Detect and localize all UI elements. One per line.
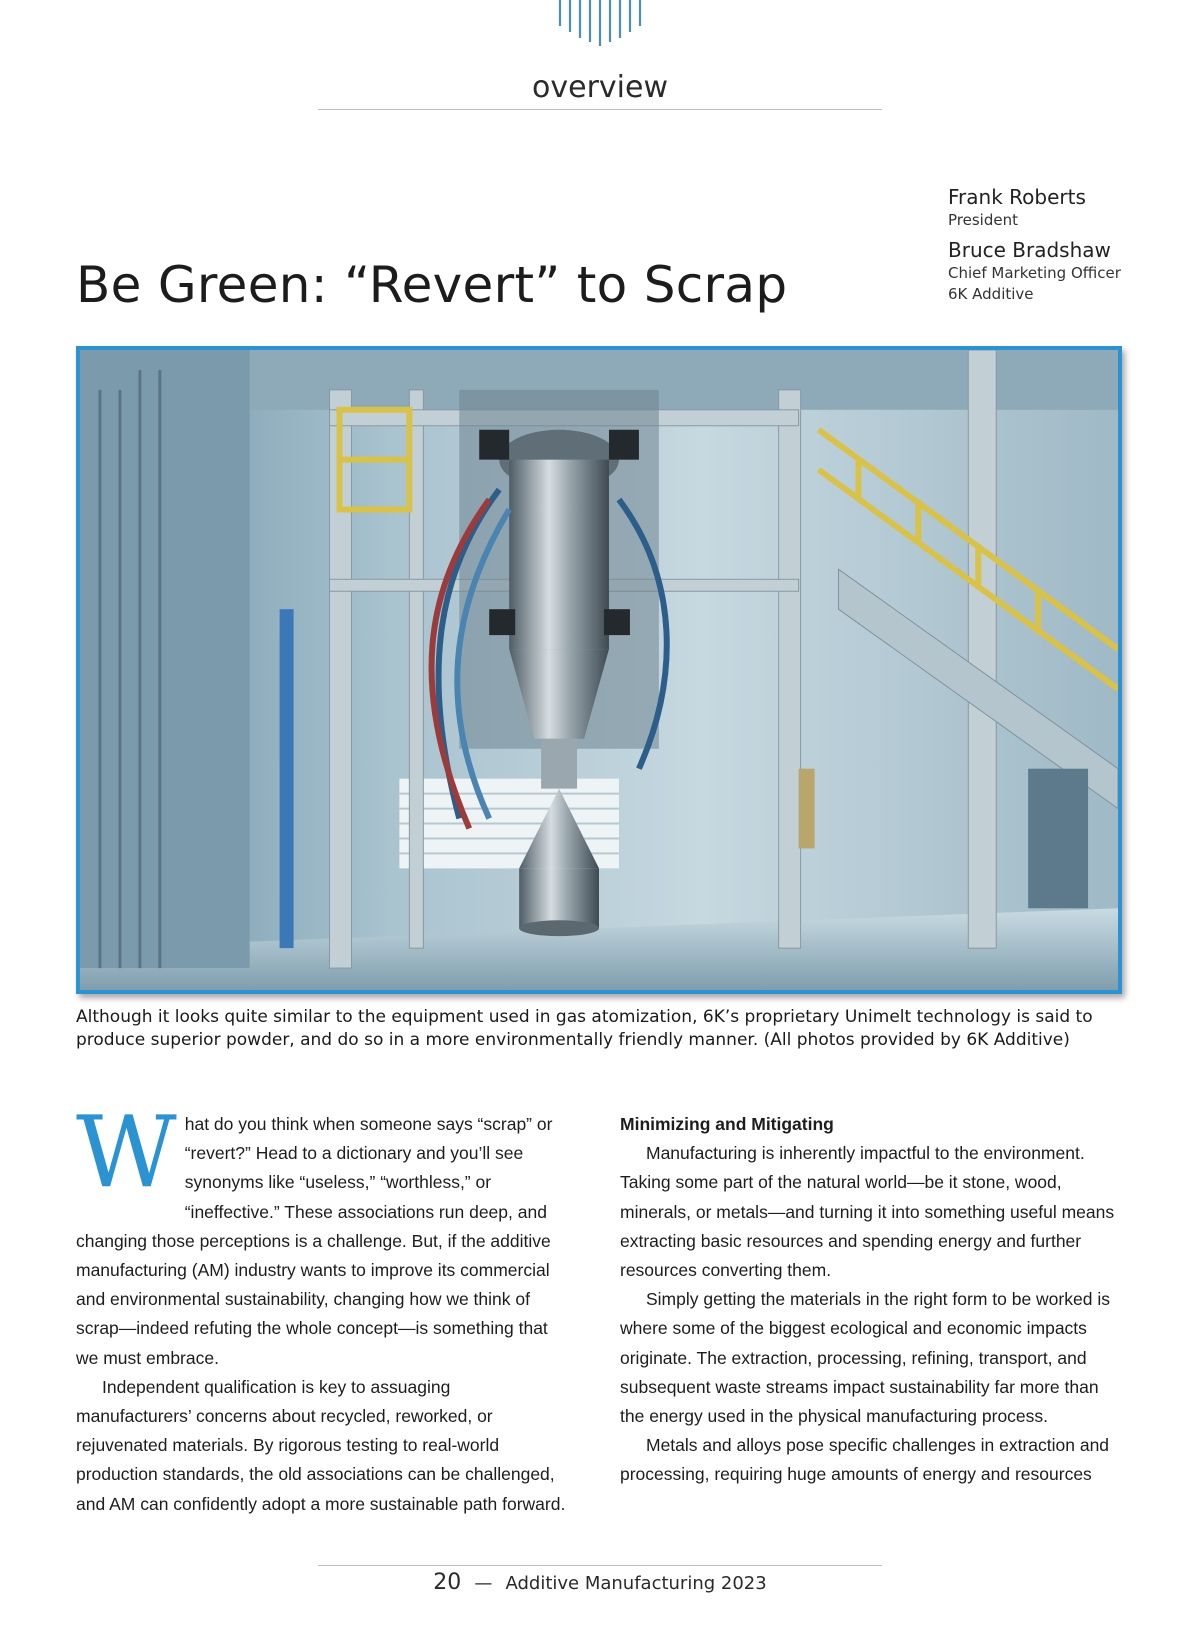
publication-name: Additive Manufacturing 2023 (505, 1573, 767, 1594)
article-paragraph: Manufacturing is inherently impactful to the environment. Taking some part of the natural world—be it stone, wood, minerals, or metals—and turning it into something useful means extracting basic resources and spending energy and further resources converting them. (620, 1143, 1115, 1281)
author-name-1: Frank Roberts (948, 185, 1086, 209)
footer-separator: — (474, 1573, 493, 1594)
section-divider (318, 109, 882, 110)
section-label: overview (532, 70, 668, 105)
article-paragraph: Simply getting the materials in the right form to be worked is where some of the biggest ecological and economic impacts originate. The extraction, processing, refining, transport, and subsequent waste streams impact sustainability far more than the energy used in the physical manufacturing process. (620, 1289, 1110, 1427)
author-role-2: Chief Marketing Officer (948, 264, 1121, 282)
paragraph-text: hat do you think when someone says “scrap” or “revert?” Head to a dictionary and you’ll see synonyms like “useless,” “worthless,” or “ineffective.” These associations run deep, and changing those perceptions is a challenge. But, if the additive manufacturing (AM) industry wants to improve its commercial and environmental sustainability, changing how we think of scrap—indeed refuting the whole concept—is something that we must embrace. (76, 1114, 553, 1368)
article-paragraph (76, 1096, 566, 1373)
article-paragraph: Metals and alloys pose specific challenges in extraction and processing, requiring huge amounts of energy and resources (620, 1435, 1110, 1485)
article-photo (76, 346, 1122, 994)
header-stripes-decoration (558, 0, 642, 48)
author-organization: 6K Additive (948, 285, 1034, 303)
footer-divider (318, 1565, 882, 1566)
page-footer (0, 1570, 1200, 1595)
article-paragraph: Independent qualification is key to assuaging manufacturers’ concerns about recycled, reworked, or rejuvenated materials. By rigorous testing to real-world production standards, the old associations can be challenged, and AM can confidently adopt a more sustainable path forward. (76, 1376, 566, 1514)
section-subheading: Minimizing and Mitigating (620, 1114, 834, 1134)
article-title: Be Green: “Revert” to Scrap (76, 256, 788, 314)
author-role-1: President (948, 211, 1018, 229)
author-name-2: Bruce Bradshaw (948, 238, 1111, 262)
drop-cap: W (76, 1096, 177, 1210)
equipment-photo-illustration (80, 350, 1118, 990)
photo-caption: Although it looks quite similar to the equipment used in gas atomization, 6K’s proprietary Unimelt technology is said to produce superior powder, and do so in a more environmentally friendly manner. (All photos provided by 6K Additive) (76, 1007, 1093, 1050)
article-column-left (76, 1096, 566, 1519)
page-number: 20 (433, 1570, 462, 1595)
author-byline (948, 184, 1188, 305)
article-column-right (620, 1110, 1120, 1490)
